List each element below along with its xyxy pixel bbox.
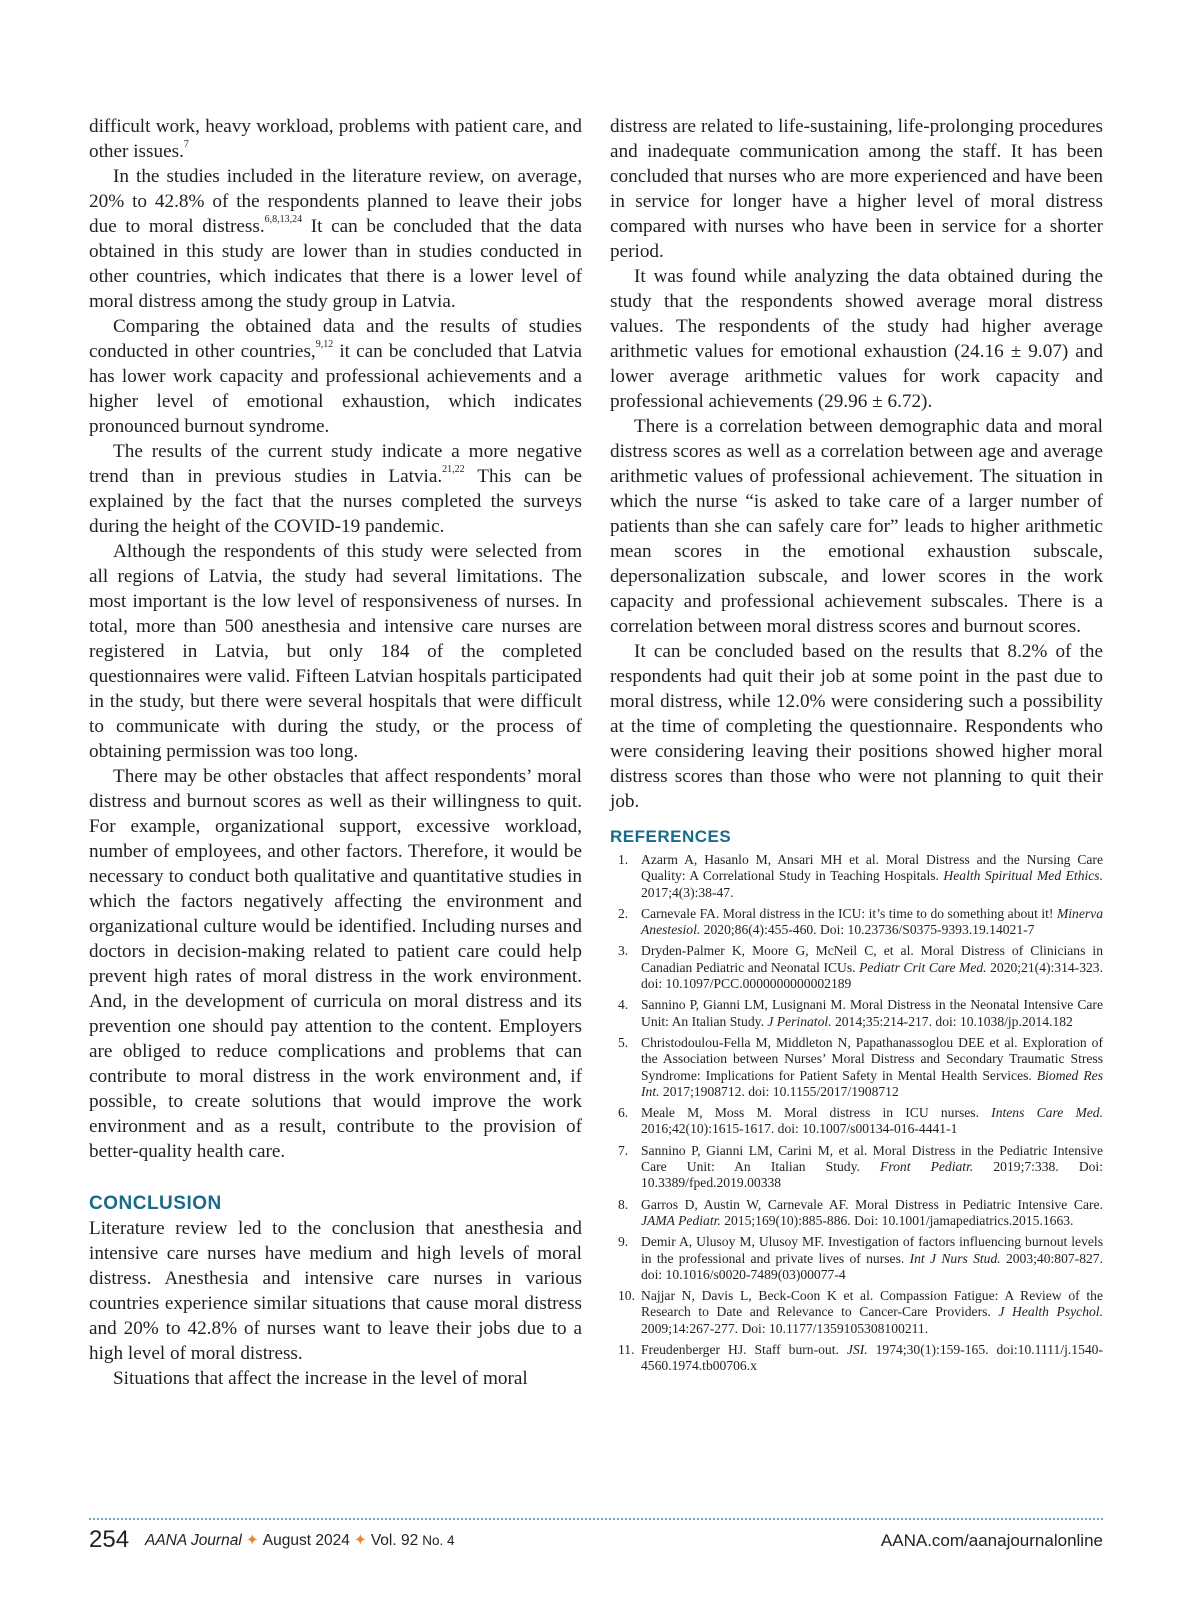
body-paragraph — [89, 439, 582, 539]
right-column — [610, 114, 1103, 1380]
references-heading: REFERENCES — [610, 827, 732, 846]
body-paragraph — [89, 764, 582, 1164]
volume: Vol. 92 — [370, 1532, 419, 1549]
reference-details: 2019;7:338. Doi: 10.3389/fped.2019.00338 — [641, 1159, 1103, 1191]
reference-details: 2009;14:267-277. Doi: 10.1177/1359105308100211. — [641, 1320, 929, 1336]
reference-item — [610, 943, 1103, 992]
reference-text: Sannino P, Gianni LM, Carini M, et al. Moral Distress in the Pediatric Intensive Care Unit: An Italian Study. — [641, 1142, 1103, 1175]
reference-number: 4. — [618, 997, 629, 1013]
paragraph-text: difficult work, heavy workload, problems with patient care, and other issues. — [89, 116, 582, 162]
body-paragraph: distress are related to life-sustaining, life-prolonging procedures and inadequate communication among the staff. It has been concluded that nurses who are more experienced and have been in service for longer have a higher level of moral distress compared with nurses who have been in service for a shorter period. — [610, 116, 1103, 262]
reference-item — [610, 1105, 1103, 1138]
reference-number: 11. — [618, 1342, 635, 1358]
page-footer — [89, 1524, 1103, 1560]
reference-details: 2020;86(4):455-460. Doi: 10.23736/S0375-9393.19.14021-7 — [700, 922, 1035, 938]
reference-journal: Front Pediatr. — [880, 1159, 974, 1175]
paragraph-text: This can be explained by the fact that the nurses completed the surveys during the height of the COVID-19 pandemic. — [89, 466, 582, 537]
reference-details: 1974;30(1):159-165. doi:10.1111/j.1540- 4560.1974.tb00706.x — [641, 1342, 1103, 1374]
paragraph-text: In the studies included in the literature review, on average, 20% to 42.8% of the respondents planned to leave their jobs due to moral distress. — [89, 166, 582, 237]
reference-journal: Intens Care Med. — [991, 1105, 1103, 1121]
reference-details: 2020;21(4):314-323. doi: 10.1097/PCC.0000000000002189 — [641, 959, 1103, 992]
reference-item — [610, 906, 1103, 939]
issue-date: August 2024 — [262, 1532, 350, 1549]
conclusion-heading: CONCLUSION — [89, 1193, 222, 1214]
body-paragraph: It was found while analyzing the data obtained during the study that the respondents showed average moral distress values. The respondents of the study had higher average arithmetic values for emotional exhaustion (24.16 ± 9.07) and lower average arithmetic values for work capacity and professional achievements (29.96 ± 6.72). — [610, 266, 1103, 412]
citation-superscript: 9,12 — [315, 338, 334, 350]
reference-details: 2003;40:807-827. doi: 10.1016/s0020-7489(03)00077-4 — [641, 1250, 1103, 1282]
paragraph-text: Comparing the obtained data and the results of studies conducted in other countries, — [89, 316, 582, 362]
reference-text: Carnevale FA. Moral distress in the ICU: it’s time to do something about it! — [641, 905, 1057, 921]
reference-item — [610, 852, 1103, 901]
reference-journal: Int J Nurs Stud. — [909, 1250, 1001, 1266]
reference-item — [610, 997, 1103, 1030]
body-paragraph: There is a correlation between demographic data and moral distress scores as well as a correlation between age and average arithmetic values of professional achievement. The situation in which the nurse “is asked to take care of a larger number of patients than she can safely care for” leads to higher arithmetic mean scores in the emotional exhaustion subscale, depersonalization subscale, and lower scores in the work capacity and professional achievement subscales. There is a correlation between moral distress scores and burnout scores. — [610, 416, 1103, 637]
left-column — [89, 114, 582, 1391]
reference-details: 2014;35:214-217. doi: 10.1038/jp.2014.182 — [831, 1013, 1073, 1029]
diamond-separator-icon: ✦ — [245, 1532, 259, 1549]
diamond-separator-icon: ✦ — [353, 1532, 367, 1549]
journal-info — [145, 1531, 455, 1551]
reference-journal: J Perinatol. — [767, 1013, 832, 1029]
reference-journal: Minerva Anestesiol. — [641, 905, 1103, 938]
reference-journal: JSI. — [846, 1342, 868, 1358]
citation-superscript: 21,22 — [442, 463, 465, 475]
reference-item — [610, 1234, 1103, 1283]
reference-number: 3. — [618, 943, 629, 959]
paragraph-text: Although the respondents of this study were selected from all regions of Latvia, the study had several limitations. The most important is the low level of responsiveness of nurses. In total, more than 500 anesthesia and intensive care nurses are registered in Latvia, but only 184 of the completed questionnaires were valid. Fifteen Latvian hospitals participated in the study, but there were several hospitals that were difficult to communicate with during the study, or the process of obtaining permission was too long. — [89, 541, 582, 762]
reference-number: 8. — [618, 1196, 629, 1212]
paragraph-text: There may be other obstacles that affect respondents’ moral distress and burnout scores as well as their willingness to quit. For example, organizational support, excessive workload, number of employees, and other factors. Therefore, it would be necessary to conduct both qualitative and quantitative studies in which the factors negatively affecting the environment and organizational culture would be identified. Including nurses and doctors in decision-making related to patient care could help prevent high rates of moral distress in the work environment. And, in the development of curricula on moral distress and its prevention one should pay attention to the content. Employers are obliged to reduce complications and problems that can contribute to moral distress in the work environment and, if possible, to create solutions that would improve the work environment and as a result, contribute to the provision of better-quality health care. — [89, 766, 582, 1162]
reference-journal: J Health Psychol. — [998, 1304, 1103, 1320]
reference-number: 9. — [618, 1234, 629, 1250]
reference-text: Freudenberger HJ. Staff burn-out. — [641, 1342, 847, 1358]
journal-website-link[interactable]: AANA.com/aanajournalonline — [880, 1531, 1103, 1550]
reference-text: Demir A, Ulusoy M, Ulusoy MF. Investigation of factors influencing burnout levels in the professional and private lives of nurses. — [641, 1234, 1103, 1266]
reference-details: 2017;1908712. doi: 10.1155/2017/1908712 — [659, 1083, 899, 1099]
paragraph-text: it can be concluded that Latvia has lower work capacity and professional achievements and a higher level of emotional exhaustion, which indicates pronounced burnout syndrome. — [89, 341, 583, 437]
body-paragraph — [89, 114, 582, 164]
reference-number: 6. — [618, 1105, 629, 1121]
reference-journal: Pediatr Crit Care Med. — [859, 959, 987, 975]
reference-details: 2016;42(10):1615-1617. doi: 10.1007/s00134-016-4441-1 — [641, 1121, 958, 1137]
reference-number: 10. — [618, 1288, 635, 1304]
reference-journal: Biomed Res Int. — [641, 1067, 1103, 1099]
body-paragraph — [89, 314, 582, 439]
reference-item — [610, 1035, 1103, 1100]
reference-text: Azarm A, Hasanlo M, Ansari MH et al. Moral Distress and the Nursing Care Quality: A Correlational Study in Teaching Hospitals. — [641, 852, 1103, 884]
reference-item — [610, 1288, 1103, 1337]
reference-journal: JAMA Pediatr. — [641, 1212, 721, 1228]
body-paragraph — [89, 164, 582, 314]
reference-number: 7. — [618, 1142, 629, 1158]
reference-details: 2015;169(10):885-886. Doi: 10.1001/jamapediatrics.2015.1663. — [720, 1212, 1074, 1228]
reference-text: Garros D, Austin W, Carnevale AF. Moral Distress in Pediatric Intensive Care. — [641, 1196, 1103, 1212]
body-paragraph: It can be concluded based on the results that 8.2% of the respondents had quit their job at some point in the past due to moral distress, while 12.0% were considering such a possibility at the time of completing the questionnaire. Respondents who were considering leaving their positions showed higher moral distress scores than those who were not planning to quit their job. — [610, 641, 1103, 812]
paragraph-text: The results of the current study indicate a more negative trend than in previous studies in Latvia. — [89, 441, 582, 487]
reference-text: Meale M, Moss M. Moral distress in ICU nurses. — [641, 1105, 992, 1121]
references-list — [610, 852, 1103, 1375]
paragraph-text: It can be concluded that the data obtained in this study are lower than in studies conducted in other countries, which indicates that there is a lower level of moral distress among the study group in Latvia. — [89, 216, 582, 312]
body-paragraph — [89, 539, 582, 764]
page-number: 254 — [89, 1526, 130, 1553]
reference-journal: Health Spiritual Med Ethics. — [943, 868, 1103, 884]
reference-text: Najjar N, Davis L, Beck-Coon K et al. Compassion Fatigue: A Review of the Research to Date and Relevance to Cancer-Care Providers. — [641, 1288, 1103, 1320]
reference-text: Christodoulou-Fella M, Middleton N, Papathanassoglou DEE et al. Exploration of the Association between Nurses’ Moral Distress and Secondary Traumatic Stress Syndrome: Implications for Patient Safety in Mental Health Services. — [641, 1034, 1103, 1083]
journal-name: AANA Journal — [145, 1532, 242, 1549]
issue-number: No. 4 — [422, 1533, 455, 1548]
citation-superscript: 7 — [183, 138, 189, 150]
reference-number: 1. — [618, 852, 629, 867]
footer-divider — [89, 1518, 1103, 1520]
conclusion-paragraph: Literature review led to the conclusion that anesthesia and intensive care nurses have medium and high levels of moral distress. Anesthesia and intensive care nurses in various countries experience similar situations that cause moral distress and 20% to 42.8% of nurses want to leave their jobs due to a high level of moral distress. — [89, 1218, 582, 1364]
conclusion-paragraph: Situations that affect the increase in the level of moral — [113, 1368, 528, 1389]
reference-number: 2. — [618, 905, 629, 921]
citation-superscript: 6,8,13,24 — [264, 213, 303, 225]
reference-item — [610, 1342, 1103, 1375]
reference-item — [610, 1143, 1103, 1192]
reference-number: 5. — [618, 1034, 629, 1050]
reference-text: Sannino P, Gianni LM, Lusignani M. Moral Distress in the Neonatal Intensive Care Unit: An Italian Study. — [641, 997, 1103, 1029]
reference-text: Dryden-Palmer K, Moore G, McNeil C, et al. Moral Distress of Clinicians in Canadian Pediatric and Neonatal ICUs. — [641, 943, 1103, 975]
reference-details: 2017;4(3):38-47. — [641, 884, 734, 900]
reference-item — [610, 1197, 1103, 1230]
